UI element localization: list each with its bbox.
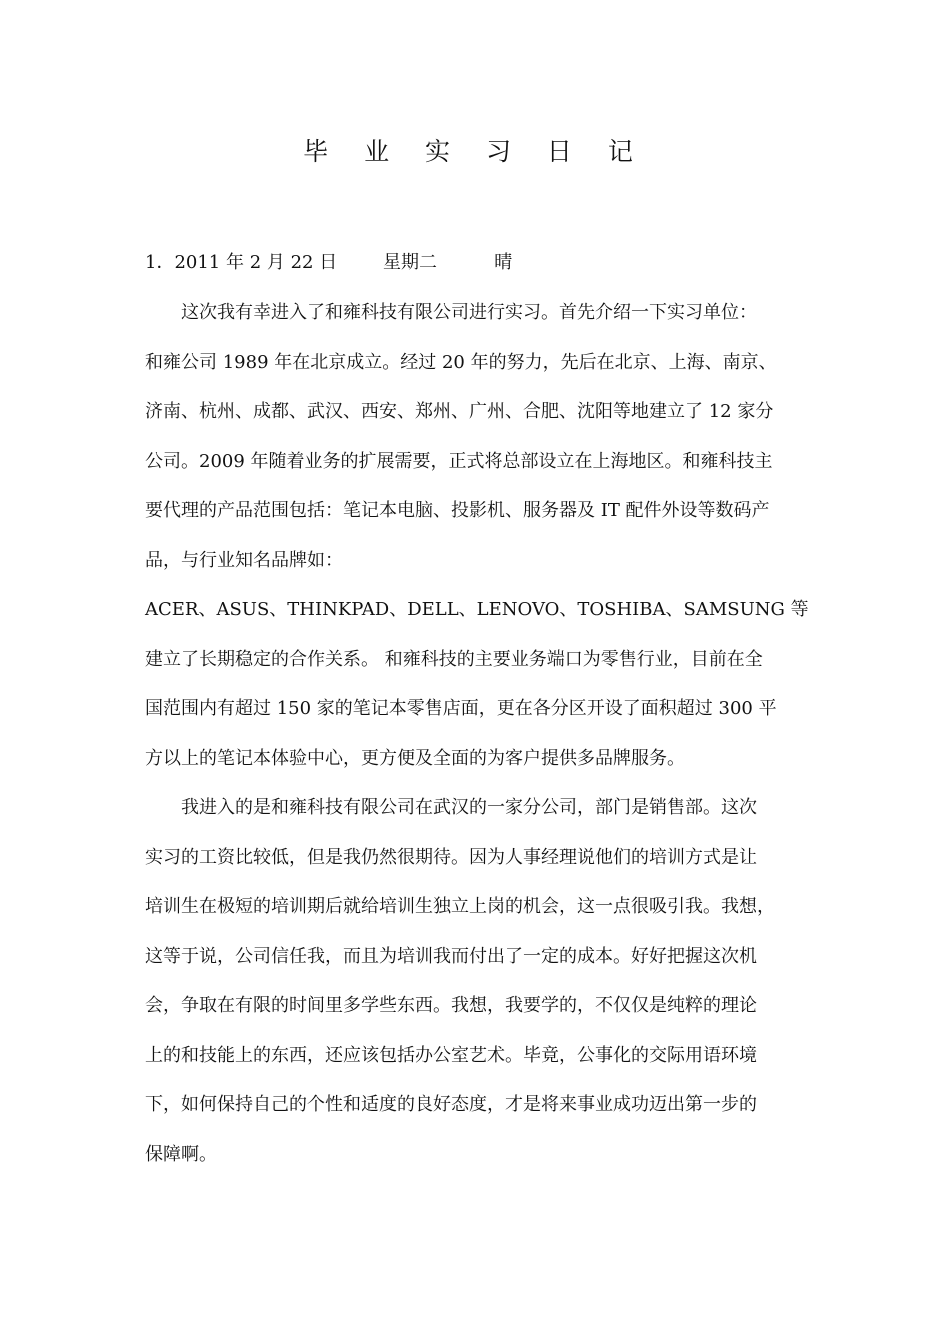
text-line: 公司。2009 年随着业务的扩展需要，正式将总部设立在上海地区。和雍科技主	[145, 450, 773, 472]
text-line: 品，与行业知名品牌如：	[145, 549, 343, 571]
text-line: 实习的工资比较低，但是我仍然很期待。因为人事经理说他们的培训方式是让	[145, 846, 757, 868]
text-line: 上的和技能上的东西，还应该包括办公室艺术。毕竟，公事化的交际用语环境	[145, 1044, 757, 1066]
text-line: 和雍公司 1989 年在北京成立。经过 20 年的努力，先后在北京、上海、南京、	[145, 351, 777, 373]
text-line: 要代理的产品范围包括：笔记本电脑、投影机、服务器及 IT 配件外设等数码产	[145, 500, 770, 521]
text-line: 下，如何保持自己的个性和适度的良好态度，才是将来事业成功迈出第一步的	[145, 1094, 757, 1115]
text-line: 这等于说，公司信任我，而且为培训我而付出了一定的成本。好好把握这次机	[145, 945, 757, 967]
text-line: 国范围内有超过 150 家的笔记本零售店面，更在各分区开设了面积超过 300 平	[145, 698, 777, 719]
diary-entry-header: 1．2011 年 2 月 22 日 星期二 晴	[145, 252, 513, 273]
text-line: 这次我有幸进入了和雍科技有限公司进行实习。首先介绍一下实习单位：	[181, 302, 757, 323]
text-line: 保障啊。	[145, 1143, 217, 1165]
paragraph-personal-reflection	[145, 783, 807, 1179]
text-line: ACER、ASUS、THINKPAD、DELL、LENOVO、TOSHIBA、SAMSUNG 等	[145, 599, 809, 620]
text-line: 建立了长期稳定的合作关系。 和雍科技的主要业务端口为零售行业，目前在全	[145, 648, 763, 670]
text-line: 济南、杭州、成都、武汉、西安、郑州、广州、合肥、沈阳等地建立了 12 家分	[145, 401, 774, 422]
text-line: 培训生在极短的培训期后就给培训生独立上岗的机会，这一点很吸引我。我想，	[145, 896, 775, 917]
text-line: 会，争取在有限的时间里多学些东西。我想，我要学的，不仅仅是纯粹的理论	[145, 995, 757, 1016]
document-title: 毕 业 实 习 日 记	[303, 137, 647, 166]
text-line: 我进入的是和雍科技有限公司在武汉的一家分公司，部门是销售部。这次	[181, 797, 757, 818]
text-line: 方以上的笔记本体验中心，更方便及全面的为客户提供多品牌服务。	[145, 747, 685, 769]
paragraph-company-intro	[145, 288, 807, 783]
